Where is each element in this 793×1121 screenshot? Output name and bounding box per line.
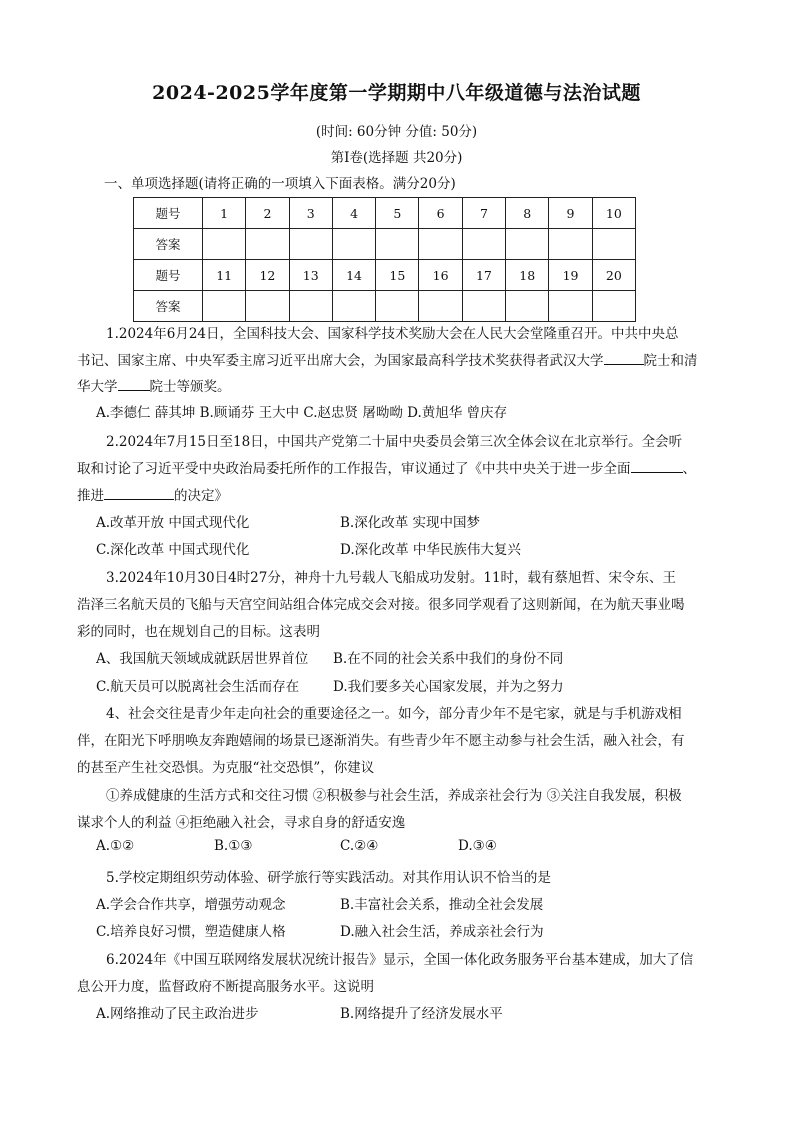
answer-cell[interactable] [246, 229, 289, 260]
q4-text-line: 谋求个人的利益 ④拒绝融入社会，寻求自身的舒适安逸 [77, 815, 406, 831]
q6-option-b: B.网络提升了经济发展水平 [340, 1006, 503, 1022]
q3-option-b: B.在不同的社会关系中我们的身份不同 [333, 651, 564, 667]
question-number-cell: 7 [462, 198, 505, 229]
q2-text-line [77, 484, 228, 504]
question-number-cell: 10 [592, 198, 635, 229]
question-number-cell: 4 [332, 198, 375, 229]
answer-cell[interactable] [462, 229, 505, 260]
question-number-cell: 2 [246, 198, 289, 229]
answer-cell[interactable] [376, 291, 419, 322]
question-number-cell: 1 [203, 198, 246, 229]
table-row [134, 291, 636, 322]
table-header-cell: 题号 [134, 260, 203, 291]
answer-cell[interactable] [506, 291, 549, 322]
q1-options: A.李德仁 薛其坤 B.顾诵芬 王大中 C.赵忠贤 屠呦呦 D.黄旭华 曾庆存 [96, 405, 508, 421]
fill-blank [118, 377, 150, 392]
q1-text: 院士和清 [643, 353, 698, 369]
answer-table [133, 197, 636, 322]
q2-text-line: 2.2024年7月15日至18日，中国共产党第二十届中央委员会第三次全体会议在北京举行。全会听 [106, 434, 683, 450]
answer-cell[interactable] [332, 229, 375, 260]
answer-cell[interactable] [332, 291, 375, 322]
question-number-cell: 15 [376, 260, 419, 291]
q1-text: 华大学 [77, 379, 118, 395]
question-number-cell: 12 [246, 260, 289, 291]
answer-cell[interactable] [419, 291, 462, 322]
answer-cell[interactable] [462, 291, 505, 322]
table-header-cell: 题号 [134, 198, 203, 229]
q2-text-line [77, 457, 696, 477]
question-number-cell: 16 [419, 260, 462, 291]
answer-cell[interactable] [592, 291, 635, 322]
answer-cell[interactable] [549, 229, 592, 260]
answer-cell[interactable] [592, 229, 635, 260]
q3-option-a: A、我国航天领域成就跃居世界首位 [96, 651, 309, 667]
q1-text-line: 1.2024年6月24日，全国科技大会、国家科学技术奖励大会在人民大会堂隆重召开。中共中央总 [106, 326, 679, 342]
q3-text-line: 彩的同时，也在规划自己的目标。这表明 [77, 624, 320, 640]
fill-blank [604, 351, 644, 366]
exam-time-score: (时间: 60分钟 分值: 50分) [315, 124, 478, 140]
q6-text-line: 6.2024年《中国互联网络发展状况统计报告》显示，全国一体化政务服务平台基本建成，加大了信 [106, 952, 694, 968]
q4-text-line: 4、社会交往是青少年走向社会的重要途径之一。如今，部分青少年不是宅家，就是与手机游戏相 [106, 706, 682, 722]
q6-text-line: 息公开力度，监督政府不断提高服务水平。这说明 [77, 979, 374, 995]
q2-option-a: A.改革开放 中国式现代化 [96, 515, 250, 531]
answer-cell[interactable] [376, 229, 419, 260]
question-number-cell: 20 [592, 260, 635, 291]
q1-text-line [77, 375, 231, 395]
q6-option-a: A.网络推动了民主政治进步 [96, 1006, 259, 1022]
question-number-cell: 17 [462, 260, 505, 291]
q4-option-d: D.③④ [458, 838, 497, 854]
q2-option-d: D.深化改革 中华民族伟大复兴 [340, 542, 521, 558]
q2-text: 取和讨论了习近平受中央政治局委托所作的工作报告，审议通过了《中共中央关于进一步全面 [77, 461, 631, 477]
question-number-cell: 13 [289, 260, 332, 291]
answer-cell[interactable] [549, 291, 592, 322]
question-number-cell: 9 [549, 198, 592, 229]
table-row [134, 198, 636, 229]
q4-text-line: 伴，在阳光下呼朋唤友奔跑嬉闹的场景已逐渐消失。有些青少年不愿主动参与社会生活，融入社会，有 [77, 733, 685, 749]
answer-cell[interactable] [203, 229, 246, 260]
q3-option-d: D.我们要多关心国家发展，并为之努力 [333, 679, 564, 695]
q4-text-line: ①养成健康的生活方式和交往习惯 ②积极参与社会生活，养成亲社会行为 ③关注自我发展，积极 [106, 788, 682, 804]
answer-cell[interactable] [246, 291, 289, 322]
q3-option-c: C.航天员可以脱离社会生活而存在 [96, 679, 300, 695]
q2-option-b: B.深化改革 实现中国梦 [340, 515, 481, 531]
answer-cell[interactable] [419, 229, 462, 260]
table-header-cell: 答案 [134, 291, 203, 322]
question-number-cell: 5 [376, 198, 419, 229]
question-number-cell: 14 [332, 260, 375, 291]
q4-option-a: A.①② [96, 838, 135, 854]
q2-option-c: C.深化改革 中国式现代化 [96, 542, 250, 558]
answer-cell[interactable] [289, 291, 332, 322]
question-number-cell: 19 [549, 260, 592, 291]
question-number-cell: 6 [419, 198, 462, 229]
q4-text-line: 的甚至产生社交恐惧。为克服“社交恐惧”，你建议 [77, 760, 375, 776]
q1-text: 院士等颁奖。 [149, 379, 231, 395]
q2-text: 、 [682, 461, 696, 477]
fill-blank [631, 459, 683, 474]
exam-title: 2024-2025学年度第一学期期中八年级道德与法治试题 [152, 82, 641, 104]
q1-text: 书记、国家主席、中央军委主席习近平出席大会，为国家最高科学技术奖获得者武汉大学 [77, 353, 604, 369]
answer-cell[interactable] [289, 229, 332, 260]
table-row [134, 229, 636, 260]
q2-text: 的决定》 [174, 488, 228, 504]
question-number-cell: 18 [506, 260, 549, 291]
table-row [134, 260, 636, 291]
q4-option-c: C.②④ [340, 838, 379, 854]
volume-heading: 第Ⅰ卷(选择题 共20分) [330, 150, 463, 166]
q5-option-c: C.培养良好习惯，塑造健康人格 [96, 924, 286, 940]
answer-cell[interactable] [506, 229, 549, 260]
q2-text: 推进 [77, 488, 104, 504]
question-number-cell: 11 [203, 260, 246, 291]
question-number-cell: 3 [289, 198, 332, 229]
q5-option-b: B.丰富社会关系，推动全社会发展 [340, 897, 544, 913]
q5-text-line: 5.学校定期组织劳动体验、研学旅行等实践活动。对其作用认识不恰当的是 [106, 870, 551, 886]
q5-option-d: D.融入社会生活，养成亲社会行为 [340, 924, 544, 940]
table-header-cell: 答案 [134, 229, 203, 260]
question-number-cell: 8 [506, 198, 549, 229]
fill-blank [104, 486, 174, 501]
q1-text-line [77, 349, 698, 369]
q3-text-line: 3.2024年10月30日4时27分，神舟十九号载人飞船成功发射。11时，载有蔡旭哲、宋令东、王 [106, 570, 677, 586]
answer-cell[interactable] [203, 291, 246, 322]
q5-option-a: A.学会合作共享，增强劳动观念 [96, 897, 286, 913]
section-heading: 一、单项选择题(请将正确的一项填入下面表格。满分20分) [104, 176, 456, 192]
q4-option-b: B.①③ [214, 838, 253, 854]
q3-text-line: 浩泽三名航天员的飞船与天宫空间站组合体完成交会对接。很多同学观看了这则新闻，在为航天事业喝 [77, 597, 685, 613]
